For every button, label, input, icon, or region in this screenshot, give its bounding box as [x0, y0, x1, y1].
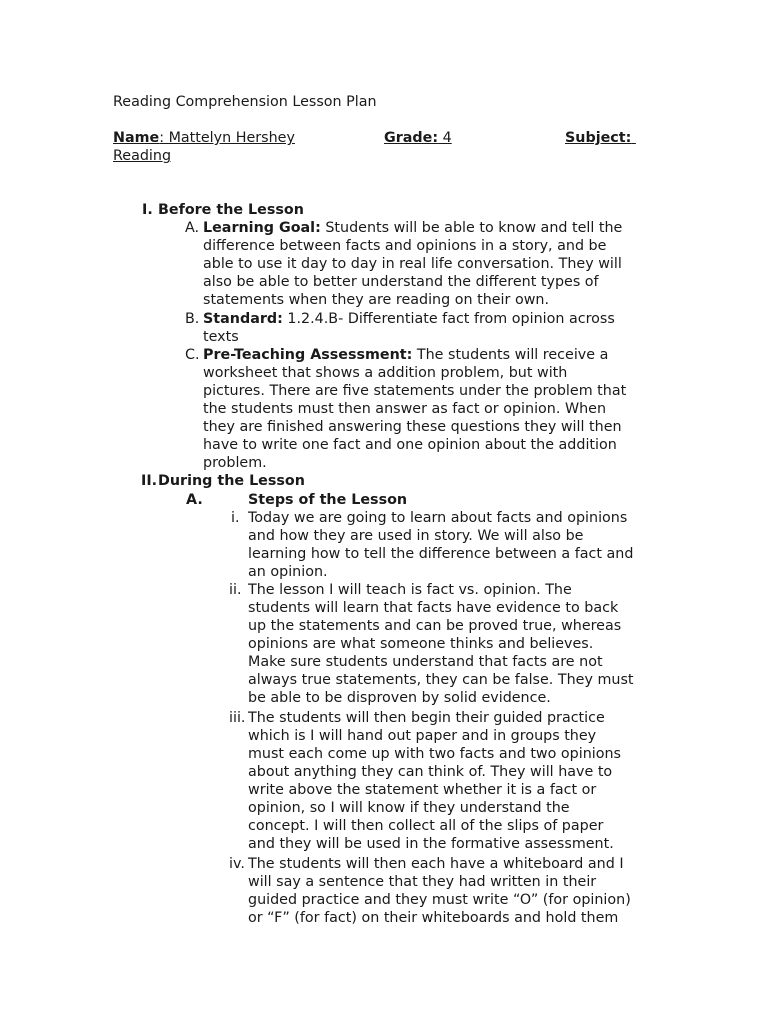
paragraph-line: which is I will hand out paper and in groups they — [248, 728, 597, 744]
paragraph-line: The lesson I will teach is fact vs. opinion. The — [248, 582, 572, 598]
pre-teaching-label: Pre-Teaching Assessment: — [203, 347, 413, 363]
paragraph-line: up the statements and can be proved true, whereas — [248, 618, 622, 634]
pre-teaching-paragraph — [203, 346, 626, 472]
subject-label: Subject: — [565, 130, 632, 146]
item-c-marker: C. — [185, 347, 200, 363]
paragraph-line: opinion, so I will know if they understand the — [248, 800, 570, 816]
step-i-paragraph — [248, 509, 633, 581]
paragraph-line: write above the statement whether it is a fact or — [248, 782, 597, 798]
paragraph-line: texts — [203, 329, 239, 345]
paragraph-line: problem. — [203, 455, 267, 471]
step-iii-paragraph — [248, 709, 621, 853]
step-i-marker: i. — [231, 510, 240, 526]
paragraph-line: opinions are what someone thinks and believes. — [248, 636, 594, 652]
learning-goal-label: Learning Goal: — [203, 220, 321, 236]
paragraph-line: able to use it day to day in real life conversation. They will — [203, 256, 622, 272]
paragraph-line: guided practice and they must write “O” (for opinion) — [248, 892, 631, 908]
step-ii-paragraph — [248, 581, 634, 707]
paragraph-line: statements when they are reading on their own. — [203, 292, 549, 308]
section-2-marker: II. — [141, 473, 158, 489]
section-2-heading: During the Lesson — [158, 473, 305, 489]
grade-field — [384, 129, 452, 147]
name-label: Name — [113, 130, 160, 146]
paragraph-line: The students will receive a — [412, 347, 609, 363]
paragraph-line: also be able to better understand the different types of — [203, 274, 599, 290]
paragraph-line: difference between facts and opinions in a story, and be — [203, 238, 607, 254]
item-b-marker: B. — [185, 311, 200, 327]
subject-field — [565, 129, 636, 147]
subject-value: Reading — [113, 148, 172, 164]
paragraph-line: and they will be used in the formative assessment. — [248, 836, 614, 852]
section-1-marker: I. — [142, 202, 153, 218]
standard-paragraph — [203, 310, 615, 346]
paragraph-line: The students will then each have a whiteboard and I — [248, 856, 624, 872]
paragraph-line: Today we are going to learn about facts and opinions — [248, 510, 628, 526]
paragraph-line: the students must then answer as fact or opinion. When — [203, 401, 607, 417]
standard-label: Standard: — [203, 311, 283, 327]
paragraph-line: must each come up with two facts and two opinions — [248, 746, 622, 762]
paragraph-line: or “F” (for fact) on their whiteboards and hold them — [248, 910, 619, 926]
paragraph-line: worksheet that shows a addition problem, but with — [203, 365, 568, 381]
step-iii-marker: iii. — [229, 710, 246, 726]
document-title: Reading Comprehension Lesson Plan — [113, 94, 377, 110]
steps-heading: Steps of the Lesson — [248, 492, 408, 508]
paragraph-line: about anything they can think of. They will have to — [248, 764, 613, 780]
paragraph-line: and how they are used in story. We will also be — [248, 528, 584, 544]
step-iv-marker: iv. — [229, 856, 245, 872]
paragraph-line: 1.2.4.B- Differentiate fact from opinion across — [282, 311, 615, 327]
section-1-heading: Before the Lesson — [158, 202, 304, 218]
paragraph-line: have to write one fact and one opinion about the addition — [203, 437, 617, 453]
name-field — [113, 129, 295, 147]
paragraph-line: will say a sentence that they had written in their — [248, 874, 597, 890]
paragraph-line: always true statements, they can be false. They must — [248, 672, 634, 688]
paragraph-line: an opinion. — [248, 564, 328, 580]
step-iv-paragraph — [248, 855, 631, 927]
paragraph-line: Students will be able to know and tell the — [320, 220, 623, 236]
paragraph-line: concept. I will then collect all of the slips of paper — [248, 818, 604, 834]
paragraph-line: they are finished answering these questions they will then — [203, 419, 622, 435]
grade-label: Grade: — [384, 130, 439, 146]
item-a-marker: A. — [185, 220, 200, 236]
steps-marker: A. — [186, 492, 203, 508]
step-ii-marker: ii. — [229, 582, 242, 598]
paragraph-line: students will learn that facts have evidence to back — [248, 600, 619, 616]
name-value: : Mattelyn Hershey — [159, 130, 295, 146]
grade-value: 4 — [438, 130, 452, 146]
paragraph-line: learning how to tell the difference between a fact and — [248, 546, 634, 562]
paragraph-line: Make sure students understand that facts are not — [248, 654, 603, 670]
paragraph-line: pictures. There are five statements under the problem that — [203, 383, 627, 399]
paragraph-line: The students will then begin their guided practice — [248, 710, 605, 726]
paragraph-line: be able to be disproven by solid evidence. — [248, 690, 551, 706]
learning-goal-paragraph — [203, 219, 622, 309]
